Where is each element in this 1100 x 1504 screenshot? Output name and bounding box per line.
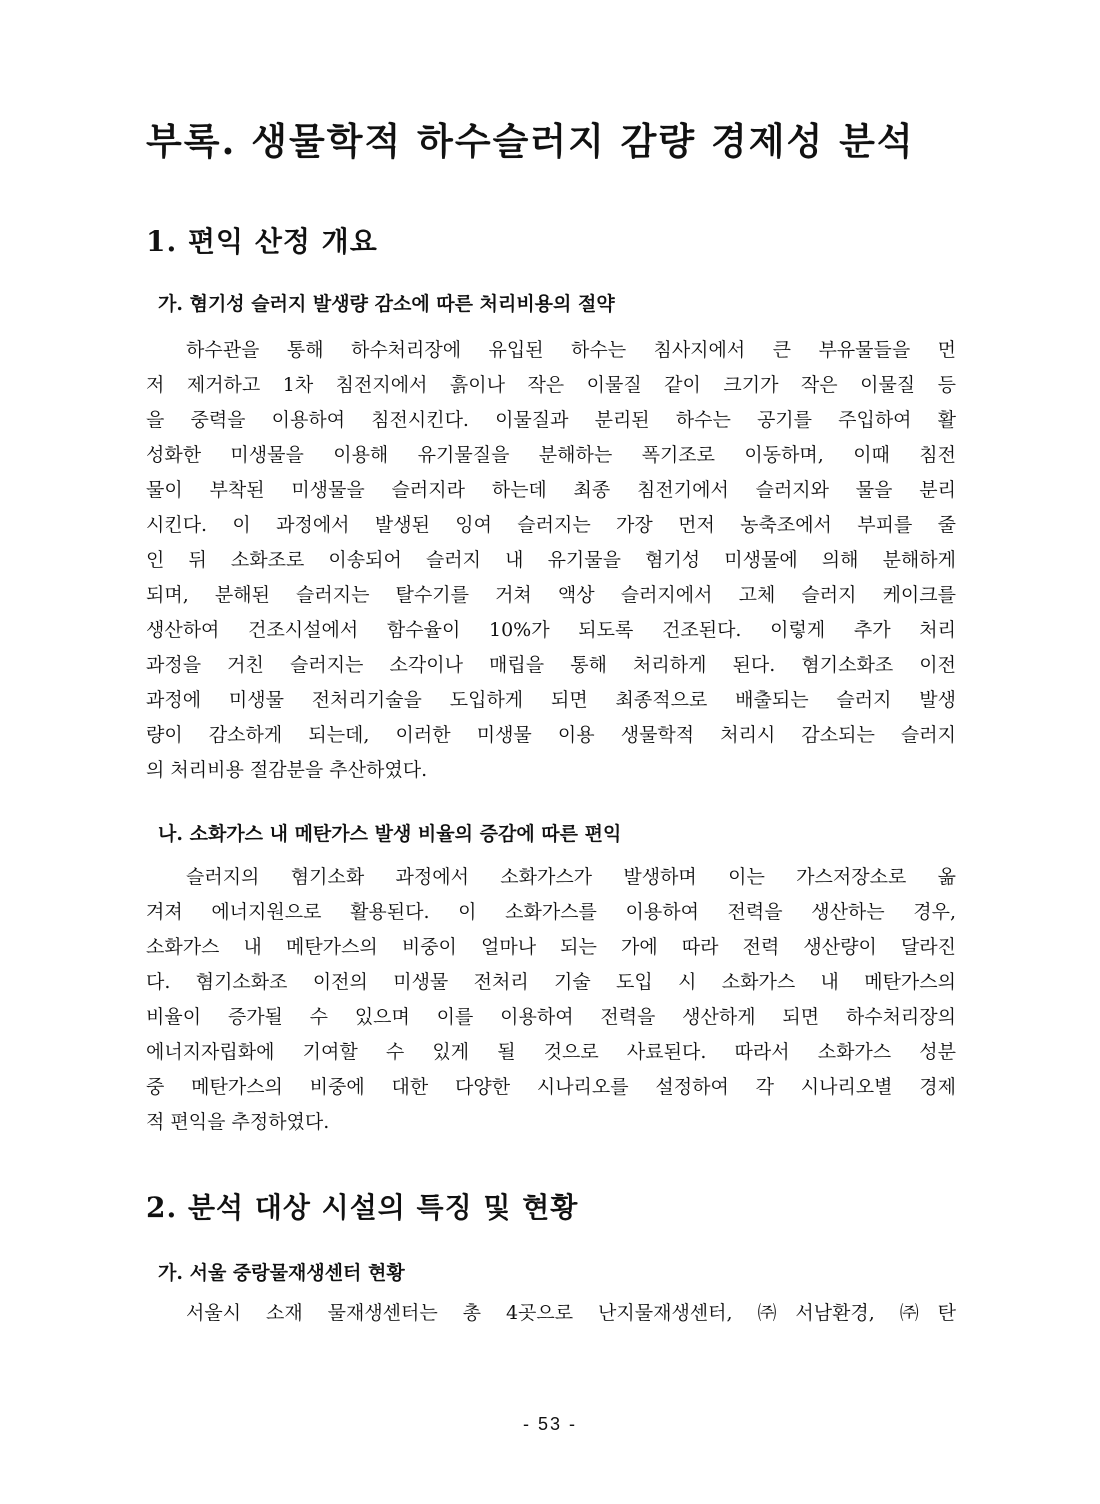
page-number: - 53 - xyxy=(522,1414,577,1434)
paragraph-line: 생산하여 건조시설에서 함수율이 10%가 되도록 건조된다. 이렇게 추가 처리 xyxy=(146,619,956,641)
paragraph-2a xyxy=(146,1296,956,1331)
paragraph-line: 과정을 거친 슬러지는 소각이나 매립을 통해 처리하게 된다. 혐기소화조 이전 xyxy=(146,654,956,676)
paragraph-line: 겨져 에너지원으로 활용된다. 이 소화가스를 이용하여 전력을 생산하는 경우, xyxy=(146,901,956,923)
subsection-heading-1a: 가. 혐기성 슬러지 발생량 감소에 따른 처리비용의 절약 xyxy=(158,293,615,315)
paragraph-1a xyxy=(146,333,956,788)
paragraph-line: 슬러지의 혐기소화 과정에서 소화가스가 발생하며 이는 가스저장소로 옮 xyxy=(186,866,956,888)
paragraph-line: 되며, 분해된 슬러지는 탈수기를 거쳐 액상 슬러지에서 고체 슬러지 케이크를 xyxy=(146,584,956,606)
paragraph-1b xyxy=(146,860,956,1140)
paragraph-line: 에너지자립화에 기여할 수 있게 될 것으로 사료된다. 따라서 소화가스 성분 xyxy=(146,1041,956,1063)
paragraph-line: 의 처리비용 절감분을 추산하였다. xyxy=(146,759,428,781)
paragraph-line: 저 제거하고 1차 침전지에서 흙이나 작은 이물질 같이 크기가 작은 이물질 등 xyxy=(146,374,956,396)
paragraph-line: 을 중력을 이용하여 침전시킨다. 이물질과 분리된 하수는 공기를 주입하여 활 xyxy=(146,409,956,431)
paragraph-line: 중 메탄가스의 비중에 대한 다양한 시나리오를 설정하여 각 시나리오별 경제 xyxy=(146,1076,956,1098)
paragraph-line: 서울시 소재 물재생센터는 총 4곳으로 난지물재생센터, ㈜서남환경, ㈜탄 xyxy=(186,1302,956,1324)
paragraph-line: 물이 부착된 미생물을 슬러지라 하는데 최종 침전기에서 슬러지와 물을 분리 xyxy=(146,479,956,501)
subsection-heading-2a: 가. 서울 중랑물재생센터 현황 xyxy=(158,1262,405,1284)
subsection-heading-1b: 나. 소화가스 내 메탄가스 발생 비율의 증감에 따른 편익 xyxy=(158,823,622,845)
paragraph-line: 하수관을 통해 하수처리장에 유입된 하수는 침사지에서 큰 부유물들을 먼 xyxy=(186,339,956,361)
paragraph-line: 시킨다. 이 과정에서 발생된 잉여 슬러지는 가장 먼저 농축조에서 부피를 줄 xyxy=(146,514,956,536)
paragraph-line: 소화가스 내 메탄가스의 비중이 얼마나 되는 가에 따라 전력 생산량이 달라진 xyxy=(146,936,956,958)
paragraph-line: 비율이 증가될 수 있으며 이를 이용하여 전력을 생산하게 되면 하수처리장의 xyxy=(146,1006,956,1028)
section-heading-2: 2. 분석 대상 시설의 특징 및 현황 xyxy=(146,1191,579,1224)
paragraph-line: 적 편익을 추정하였다. xyxy=(146,1111,330,1133)
paragraph-line: 량이 감소하게 되는데, 이러한 미생물 이용 생물학적 처리시 감소되는 슬러지 xyxy=(146,724,956,746)
paragraph-line: 인 뒤 소화조로 이송되어 슬러지 내 유기물을 혐기성 미생물에 의해 분해하게 xyxy=(146,549,956,571)
paragraph-line: 다. 혐기소화조 이전의 미생물 전처리 기술 도입 시 소화가스 내 메탄가스의 xyxy=(146,971,956,993)
section-heading-1: 1. 편익 산정 개요 xyxy=(146,225,378,258)
paragraph-line: 과정에 미생물 전처리기술을 도입하게 되면 최종적으로 배출되는 슬러지 발생 xyxy=(146,689,956,711)
page-title: 부록. 생물학적 하수슬러지 감량 경제성 분석 xyxy=(146,119,915,163)
paragraph-line: 성화한 미생물을 이용해 유기물질을 분해하는 폭기조로 이동하며, 이때 침전 xyxy=(146,444,956,466)
